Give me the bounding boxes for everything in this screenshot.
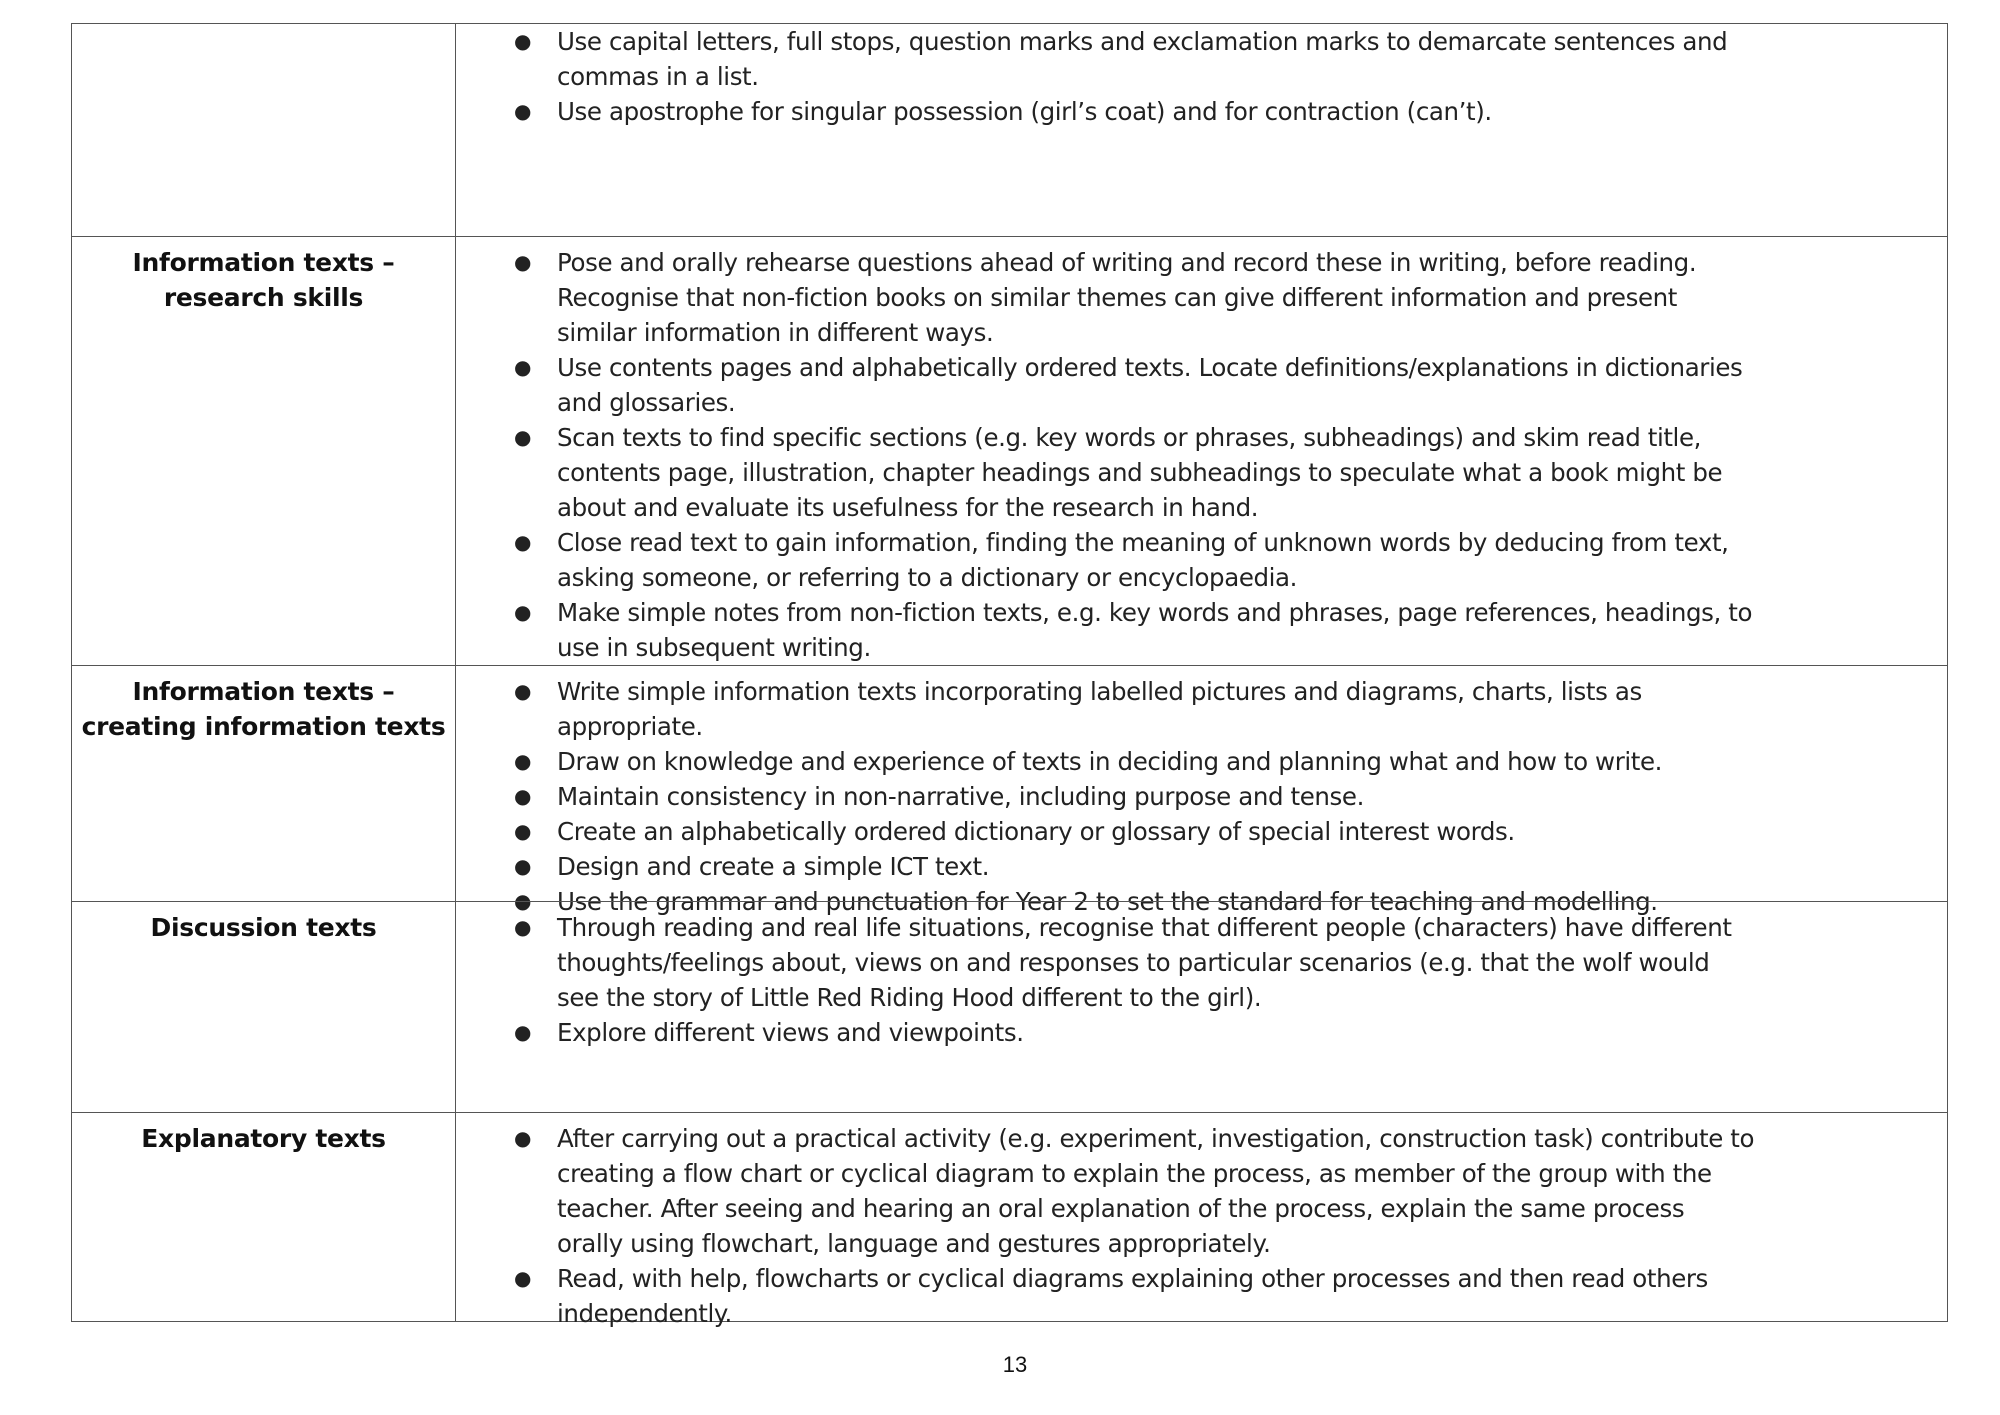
page-number: 13 xyxy=(1002,1352,1028,1377)
list-item-text: Use apostrophe for singular possession (girl’s coat) and for contraction (can’t). xyxy=(557,97,1492,126)
list-item-text: and glossaries. xyxy=(557,388,736,417)
list-item-text: Close read text to gain information, finding the meaning of unknown words by deducing from text, xyxy=(557,528,1729,557)
row-label-line: creating information texts xyxy=(81,712,446,741)
list-item-text: Create an alphabetically ordered dictionary or glossary of special interest words. xyxy=(557,817,1515,846)
list-item-text: Read, with help, flowcharts or cyclical diagrams explaining other processes and then read others xyxy=(557,1264,1708,1293)
list-item xyxy=(457,525,1947,595)
list-item xyxy=(457,674,1947,744)
list-item-text: After carrying out a practical activity (e.g. experiment, investigation, construction task) contribute to xyxy=(557,1124,1755,1153)
bullet-icon: ● xyxy=(514,355,532,379)
bullet-icon: ● xyxy=(514,1266,532,1290)
bullet-icon: ● xyxy=(514,1126,532,1150)
row-content xyxy=(457,24,1947,129)
row-label-line: Discussion texts xyxy=(150,913,377,942)
explanatory-texts-row xyxy=(72,1112,1947,1328)
list-item-text: thoughts/feelings about, views on and responses to particular scenarios (e.g. that the wolf would xyxy=(557,948,1710,977)
list-item xyxy=(457,744,1947,779)
list-item xyxy=(457,779,1947,814)
bullet-icon: ● xyxy=(514,889,532,913)
research-skills-row xyxy=(72,236,1947,665)
list-item xyxy=(457,94,1947,129)
bullet-icon: ● xyxy=(514,679,532,703)
row-label-line: Explanatory texts xyxy=(141,1124,386,1153)
row-label xyxy=(72,245,455,315)
list-item-text: Pose and orally rehearse questions ahead of writing and record these in writing, before reading. xyxy=(557,248,1697,277)
bullet-icon: ● xyxy=(514,819,532,843)
bullet-list xyxy=(457,1121,1947,1331)
bullet-icon: ● xyxy=(514,99,532,123)
list-item xyxy=(457,24,1947,94)
list-item-text: Explore different views and viewpoints. xyxy=(557,1018,1024,1047)
bullet-list xyxy=(457,24,1947,129)
list-item xyxy=(457,1121,1947,1261)
row-label xyxy=(72,674,455,744)
bullet-icon: ● xyxy=(514,854,532,878)
list-item-text: Recognise that non-fiction books on similar themes can give different information and present xyxy=(557,283,1677,312)
list-item-text: Make simple notes from non-fiction texts, e.g. key words and phrases, page references, headings, to xyxy=(557,598,1753,627)
list-item-text: commas in a list. xyxy=(557,62,759,91)
list-item-text: use in subsequent writing. xyxy=(557,633,871,662)
bullet-list xyxy=(457,910,1947,1050)
row-label xyxy=(72,910,455,945)
bullet-icon: ● xyxy=(514,530,532,554)
list-item-text: asking someone, or referring to a dictionary or encyclopaedia. xyxy=(557,563,1298,592)
bullet-icon: ● xyxy=(514,915,532,939)
list-item-text: Use the grammar and punctuation for Year 2 to set the standard for teaching and modelling. xyxy=(557,887,1658,916)
list-item-text: Draw on knowledge and experience of texts in deciding and planning what and how to write. xyxy=(557,747,1663,776)
list-item xyxy=(457,420,1947,525)
row-label-line: Information texts – xyxy=(132,677,395,706)
list-item-text: independently. xyxy=(557,1299,732,1328)
bullet-list xyxy=(457,245,1947,665)
row-content xyxy=(457,674,1947,919)
row-label-line: research skills xyxy=(163,283,364,312)
list-item xyxy=(457,1015,1947,1050)
row-content xyxy=(457,245,1947,665)
list-item-text: similar information in different ways. xyxy=(557,318,994,347)
list-item-text: orally using flowchart, language and gestures appropriately. xyxy=(557,1229,1271,1258)
list-item-text: Through reading and real life situations, recognise that different people (characters) have different xyxy=(557,913,1732,942)
bullet-icon: ● xyxy=(514,749,532,773)
discussion-texts-row xyxy=(72,901,1947,1112)
bullet-icon: ● xyxy=(514,29,532,53)
list-item xyxy=(457,814,1947,849)
list-item-text: see the story of Little Red Riding Hood different to the girl). xyxy=(557,983,1262,1012)
list-item-text: Use capital letters, full stops, question marks and exclamation marks to demarcate sentences and xyxy=(557,27,1728,56)
bullet-icon: ● xyxy=(514,425,532,449)
row-content xyxy=(457,910,1947,1050)
list-item xyxy=(457,849,1947,884)
list-item-text: teacher. After seeing and hearing an oral explanation of the process, explain the same process xyxy=(557,1194,1685,1223)
list-item-text: appropriate. xyxy=(557,712,703,741)
list-item xyxy=(457,1261,1947,1331)
list-item xyxy=(457,910,1947,1015)
list-item xyxy=(457,350,1947,420)
list-item-text: Scan texts to find specific sections (e.g. key words or phrases, subheadings) and skim read title, xyxy=(557,423,1702,452)
list-item-text: Design and create a simple ICT text. xyxy=(557,852,990,881)
row-content xyxy=(457,1121,1947,1331)
list-item-text: contents page, illustration, chapter headings and subheadings to speculate what a book might be xyxy=(557,458,1723,487)
row-label-line: Information texts – xyxy=(132,248,395,277)
list-item-text: about and evaluate its usefulness for the research in hand. xyxy=(557,493,1259,522)
bullet-icon: ● xyxy=(514,784,532,808)
list-item-text: Use contents pages and alphabetically ordered texts. Locate definitions/explanations in dictionaries xyxy=(557,353,1743,382)
list-item xyxy=(457,595,1947,665)
row-label xyxy=(72,1121,455,1156)
bullet-icon: ● xyxy=(514,1020,532,1044)
bullet-icon: ● xyxy=(514,600,532,624)
punctuation-row xyxy=(72,24,1947,236)
list-item-text: Write simple information texts incorporating labelled pictures and diagrams, charts, lists as xyxy=(557,677,1642,706)
creating-info-texts-row xyxy=(72,665,1947,916)
curriculum-table xyxy=(71,23,1948,1328)
bullet-icon: ● xyxy=(514,250,532,274)
list-item-text: Maintain consistency in non-narrative, including purpose and tense. xyxy=(557,782,1364,811)
list-item xyxy=(457,245,1947,350)
list-item-text: creating a flow chart or cyclical diagram to explain the process, as member of the group with the xyxy=(557,1159,1712,1188)
bullet-list xyxy=(457,674,1947,919)
